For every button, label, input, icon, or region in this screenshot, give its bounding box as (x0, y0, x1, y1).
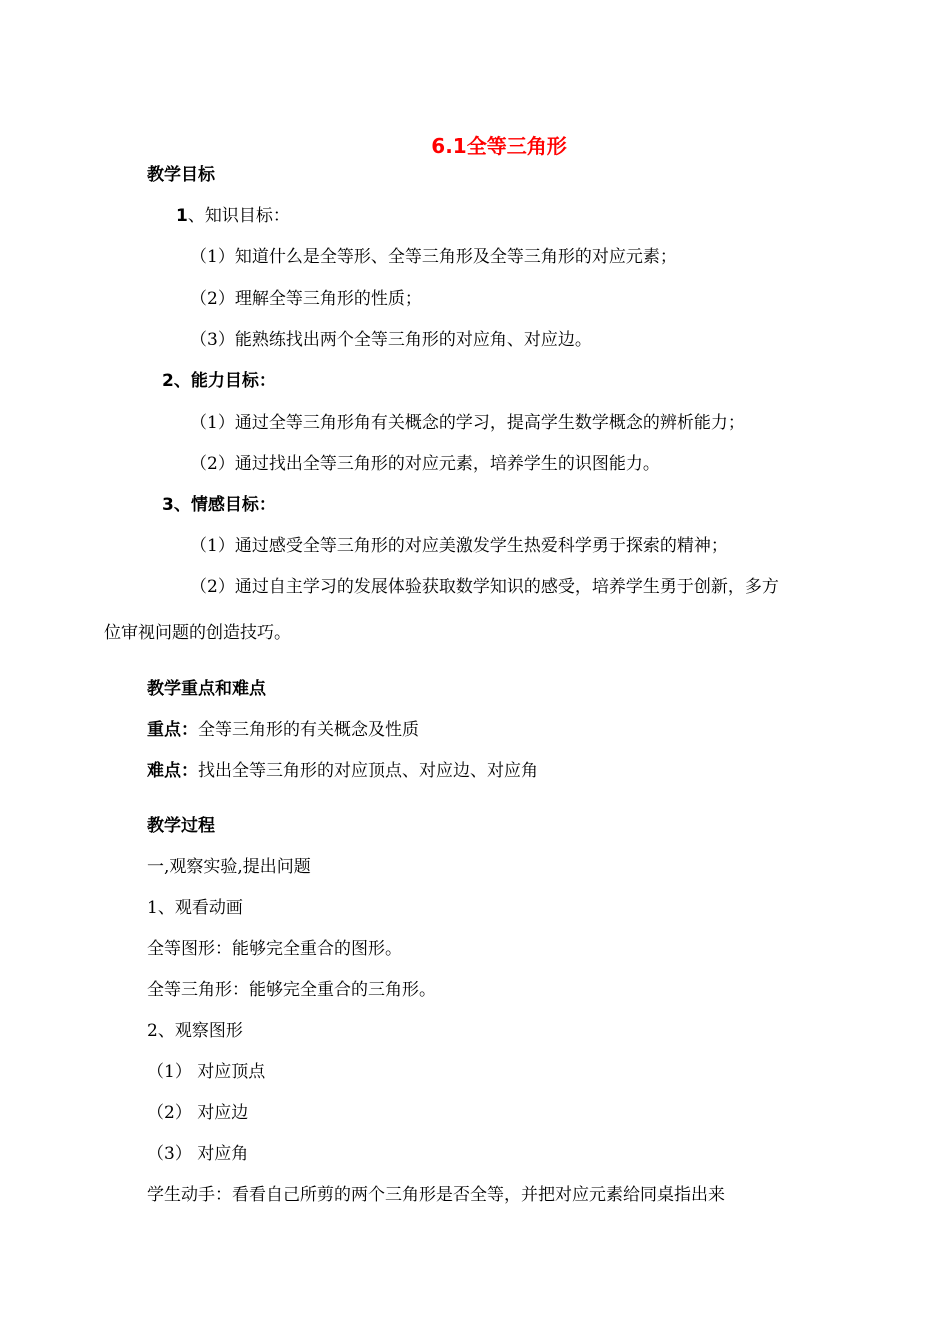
difficulty-text: 找出全等三角形的对应顶点、对应边、对应角 (198, 761, 538, 781)
process-line-4: 全等三角形：能够完全重合的三角形。 (147, 980, 436, 1000)
ability-objective-label: 2、能力目标： (162, 371, 276, 391)
process-line-2: 1、观看动画 (147, 898, 243, 918)
process-line-8: （3） 对应角 (147, 1144, 249, 1164)
focus-text: 全等三角形的有关概念及性质 (198, 720, 419, 740)
knowledge-objective-label (176, 205, 290, 227)
page-title: 6.1全等三角形 (431, 134, 567, 158)
ability-item-2: （2）通过找出全等三角形的对应元素，培养学生的识图能力。 (190, 454, 660, 474)
emotion-objective-label: 3、情感目标： (162, 495, 276, 515)
focus-line (147, 719, 419, 741)
emotion-item-1: （1）通过感受全等三角形的对应美激发学生热爱科学勇于探索的精神； (190, 536, 728, 556)
key-points-heading: 教学重点和难点 (147, 679, 266, 699)
emotion-item-2-continued: 位审视问题的创造技巧。 (104, 623, 291, 643)
process-line-5: 2、观察图形 (147, 1021, 243, 1041)
process-line-7: （2） 对应边 (147, 1103, 249, 1123)
objectives-heading: 教学目标 (147, 165, 215, 185)
process-line-9: 学生动手：看看自己所剪的两个三角形是否全等，并把对应元素给同桌指出来 (147, 1185, 725, 1205)
process-line-6: （1） 对应顶点 (147, 1062, 266, 1082)
process-heading: 教学过程 (147, 816, 215, 836)
knowledge-objective-text: 、知识目标： (187, 206, 290, 226)
difficulty-label: 难点： (147, 761, 198, 781)
emotion-item-2: （2）通过自主学习的发展体验获取数学知识的感受，培养学生勇于创新，多方 (190, 577, 779, 597)
knowledge-objective-number: 1 (176, 206, 188, 226)
difficulty-line (147, 760, 538, 782)
process-line-1: 一,观察实验,提出问题 (147, 857, 311, 877)
focus-label: 重点： (147, 720, 198, 740)
process-line-3: 全等图形：能够完全重合的图形。 (147, 939, 402, 959)
knowledge-item-3: （3）能熟练找出两个全等三角形的对应角、对应边。 (190, 330, 592, 350)
knowledge-item-2: （2）理解全等三角形的性质； (190, 289, 422, 309)
ability-item-1: （1）通过全等三角形角有关概念的学习，提高学生数学概念的辨析能力； (190, 413, 745, 433)
knowledge-item-1: （1）知道什么是全等形、全等三角形及全等三角形的对应元素； (190, 247, 677, 267)
